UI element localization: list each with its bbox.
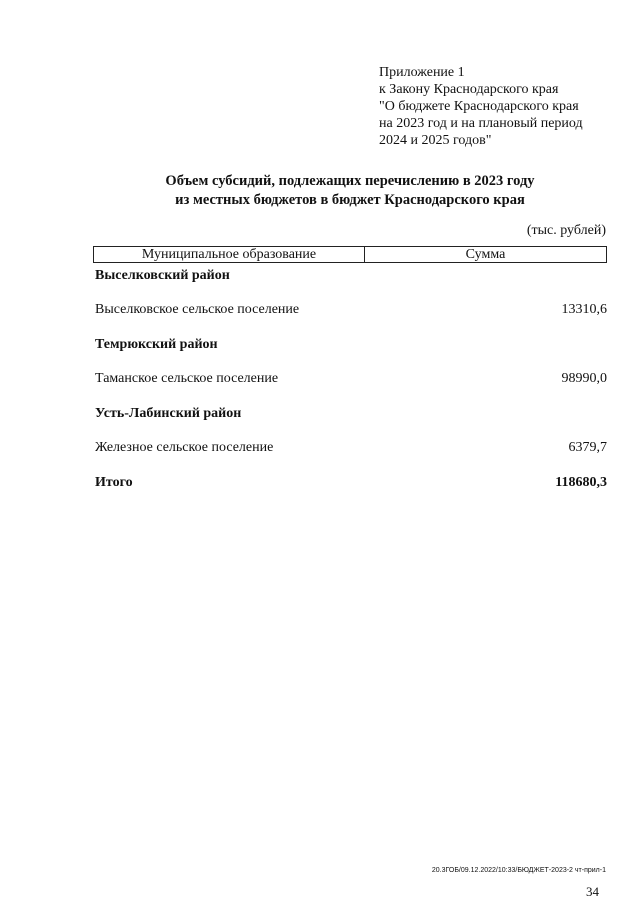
appendix-line: Приложение 1 [379,65,465,80]
table-row-district [95,268,607,284]
table-row-district [95,337,607,353]
row-label: Усть-Лабинский район [95,406,242,421]
column-header-amount: Сумма [465,247,506,262]
row-value: 98990,0 [561,371,607,386]
table-row-settlement [95,302,607,318]
row-value: 13310,6 [561,302,607,317]
column-header-municipality: Муниципальное образование [94,247,365,262]
row-label: Выселковское сельское поселение [95,302,300,317]
table-row-settlement [95,440,607,456]
row-label: Таманское сельское поселение [95,371,279,386]
page-number: 34 [586,884,599,899]
appendix-line: к Закону Краснодарского края [379,82,559,97]
total-value: 118680,3 [555,475,607,490]
row-label: Выселковский район [95,268,230,283]
total-label: Итого [95,475,133,490]
appendix-line: 2024 и 2025 годов" [379,133,492,148]
row-label: Темрюкский район [95,337,218,352]
title-line-1: Объем субсидий, подлежащих перечислению в 2023 году [165,173,535,189]
document-code: 20.3ГОБ/09.12.2022/10:33/БЮДЖЕТ-2023-2 чт-прил-1 [431,867,606,874]
table-row-settlement [95,371,607,387]
table-row-total [95,475,607,491]
table-row-district [95,406,607,422]
units-label: (тыс. рублей) [526,223,606,238]
title-line-2: из местных бюджетов в бюджет Краснодарского края [175,192,525,208]
row-label: Железное сельское поселение [95,440,274,455]
row-value: 6379,7 [568,440,607,455]
document-title [0,172,639,210]
appendix-line: "О бюджете Краснодарского края [379,99,579,114]
appendix-reference [379,64,583,149]
appendix-line: на 2023 год и на плановый период [379,116,583,131]
table-header [93,246,607,263]
